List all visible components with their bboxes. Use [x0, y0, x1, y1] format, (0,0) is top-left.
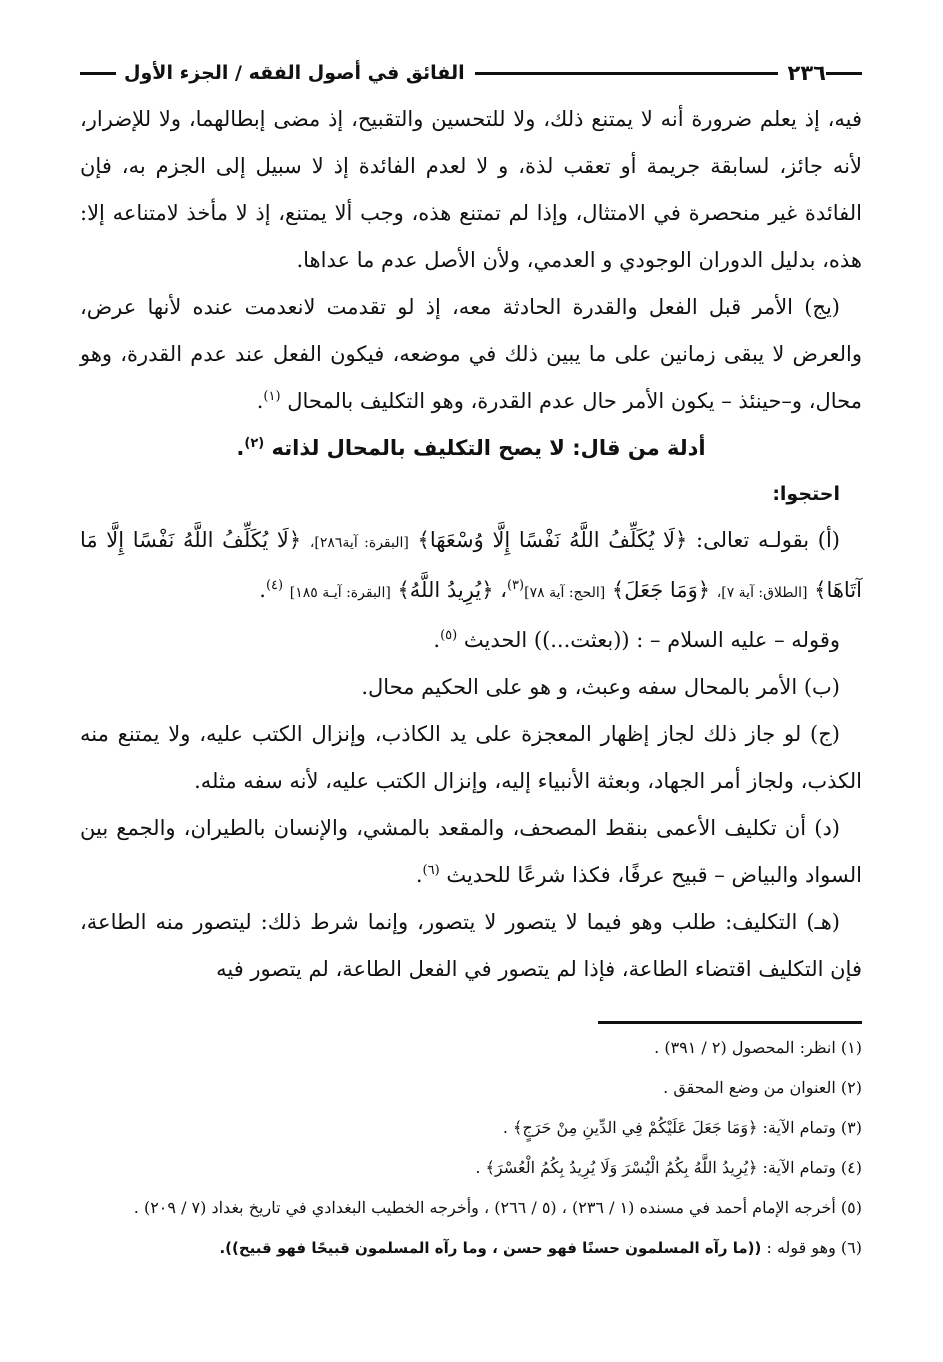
footnote-2: (٢) العنوان من وضع المحقق .: [663, 1078, 862, 1097]
running-header: [80, 56, 862, 90]
footnotes: [80, 1028, 862, 1268]
running-title: الفائق في أصول الفقه / الجزء الأول: [124, 62, 465, 84]
paragraph-dal-text: (د) أن تكليف الأعمى بنقط المصحف، والمقعد بالمشي، والإنسان بالطيران، والجمع بين السواد والبياض – قبيح عرفًا، فكذا شرعًا للحديث: [80, 816, 862, 887]
citation-talaq-7: [الطلاق: آية ٧]،: [716, 585, 808, 601]
main-text: [80, 96, 862, 993]
paragraph-1: فيه، إذ يعلم ضرورة أنه لا يمتنع ذلك، ولا للتحسين والتقبيح، إذ مضى إبطالهما، ولا للإضرار، لأنه جائز، لسابقة جريمة أو تعقب لذة، و لا لعدم الفائدة إذ لا سبيل إلى الجزم به، فإن الفائدة غير منحصرة في الامتثال، وإذا لم تمتنع هذه، وجب ألا يمتنع، إذ لا مأخذ لامتناعه إلا: هذه، بدليل الدوران الوجودي و العدمي، ولأن الأصل عدم ما عداها.: [80, 107, 862, 272]
citation-hajj-78: [الحج: آية ٧٨]: [524, 585, 606, 601]
citation-baqara-286: [البقرة: آية٢٨٦]،: [309, 535, 409, 551]
footnote-6-quote: ((ما رآه المسلمون حسنًا فهو حسن ، وما رآه المسلمون قبيحًا فهو قبيح)).: [219, 1239, 762, 1257]
header-rule: [475, 72, 778, 75]
footnote-1: (١) انظر: المحصول (٢ / ٣٩١) .: [654, 1038, 862, 1057]
page-number: ٢٣٦: [787, 61, 826, 85]
subheading-ihtajju: احتجوا:: [772, 483, 840, 505]
paragraph-dal: (د) أن تكليف الأعمى بنقط المصحف، والمقعد بالمشي، والإنسان بالطيران، والجمع بين السواد والبياض – قبيح عرفًا، فكذا شرعًا للحديث $^{(٦)}$.: [80, 816, 862, 887]
quran-verse-3: ﴿وَمَا جَعَلَ﴾: [611, 578, 711, 602]
hadith-text: وقوله – عليه السلام – : ((بعثت...)) الحديث: [463, 628, 840, 652]
paragraph-yj: (يج) الأمر قبل الفعل والقدرة الحادثة معه، إذ لو تقدمت لانعدمت عنده لأنها عرض، والعرض لا يبقى زمانين على ما يبين ذلك في موضعه، فيكون الفعل عند عدم القدرة، وهو محال، و–حينئذ – يكون الأمر حال عدم القدرة، وهو التكليف بالمحال $^{(١)}$.: [80, 295, 862, 413]
footnote-ref-6: (٦): [422, 863, 440, 878]
paragraph-yj-text: (يج) الأمر قبل الفعل والقدرة الحادثة معه، إذ لو تقدمت لانعدمت عنده لأنها عرض، والعرض لا يبقى زمانين على ما يبين ذلك في موضعه، فيكون الفعل عند عدم القدرة، وهو محال، و–حينئذ – يكون الأمر حال عدم القدرة، وهو التكليف بالمحال: [80, 295, 862, 413]
section-heading-text: أدلة من قال: لا يصح التكليف بالمحال لذاته: [271, 436, 706, 460]
paragraph-alif: [80, 517, 862, 617]
footnote-4: (٤) وتمام الآية: ﴿يُرِيدُ اللَّهُ بِكُمُ الْيُسْرَ وَلَا يُرِيدُ بِكُمُ الْعُسْرَ﴾ .: [475, 1158, 862, 1177]
paragraph-ha: (هـ) التكليف: طلب وهو فيما لا يتصور لا يتصور، وإنما شرط ذلك: ليتصور منه الطاعة، فإن التكليف اقتضاء الطاعة، فإذا لم يتصور في الفعل الطاعة، لم يتصور فيه: [80, 910, 862, 981]
quran-verse-2: ﴿لَا يُكَلِّفُ اللَّهُ نَفْسًا إِلَّا مَا آتَاهَا﴾: [80, 528, 862, 602]
footnote-ref-1: (١): [263, 389, 281, 404]
paragraph-alif-end: .: [259, 578, 266, 602]
footnote-ref-2: (٢): [244, 436, 265, 451]
footnote-ref-4: (٤): [265, 578, 284, 593]
footnote-ref-3: (٣): [506, 578, 525, 593]
footnote-separator: [598, 1021, 862, 1024]
header-dash-left: [80, 72, 116, 75]
section-heading: أدلة من قال: لا يصح التكليف بالمحال لذاته $^{(٢)}$.: [236, 436, 706, 460]
paragraph-ba: (ب) الأمر بالمحال سفه وعبث، و هو على الحكيم محال.: [361, 675, 840, 699]
header-dash-right: [826, 72, 862, 75]
footnote-ref-5: (٥): [440, 628, 458, 643]
quran-verse-4: ، ﴿يُرِيدُ اللَّهُ﴾: [397, 578, 507, 602]
paragraph-jim: (ج) لو جاز ذلك لجاز إظهار المعجزة على يد الكاذب، وإنزال الكتب عليه، ولا يمتنع منه الكذب، ولجاز أمر الجهاد، وبعثة الأنبياء إليه، وإنزال الكتب عليه، لأنه سفه مثله.: [80, 722, 862, 793]
quran-verse-1: (أ) بقولـه تعالى: ﴿لَا يُكَلِّفُ اللَّهُ نَفْسًا إِلَّا وُسْعَهَا﴾: [417, 528, 841, 552]
footnote-6: [80, 1228, 862, 1268]
footnote-3: (٣) وتمام الآية: ﴿وَمَا جَعَلَ عَلَيْكُمْ فِي الدِّينِ مِنْ حَرَجٍ﴾ .: [502, 1118, 862, 1137]
footnote-6-prefix: (٦) وهو قوله :: [766, 1238, 862, 1257]
footnote-5: (٥) أخرجه الإمام أحمد في مسنده (١ / ٢٣٦) ، (٥ / ٢٦٦) ، وأخرجه الخطيب البغدادي في تاريخ بغداد (٧ / ٢٠٩) .: [133, 1198, 862, 1217]
citation-baqara-185: [البقرة: آيـة ١٨٥]: [289, 585, 391, 601]
paragraph-hadith: وقوله – عليه السلام – : ((بعثت...)) الحديث $^{(٥)}$.: [433, 628, 840, 652]
